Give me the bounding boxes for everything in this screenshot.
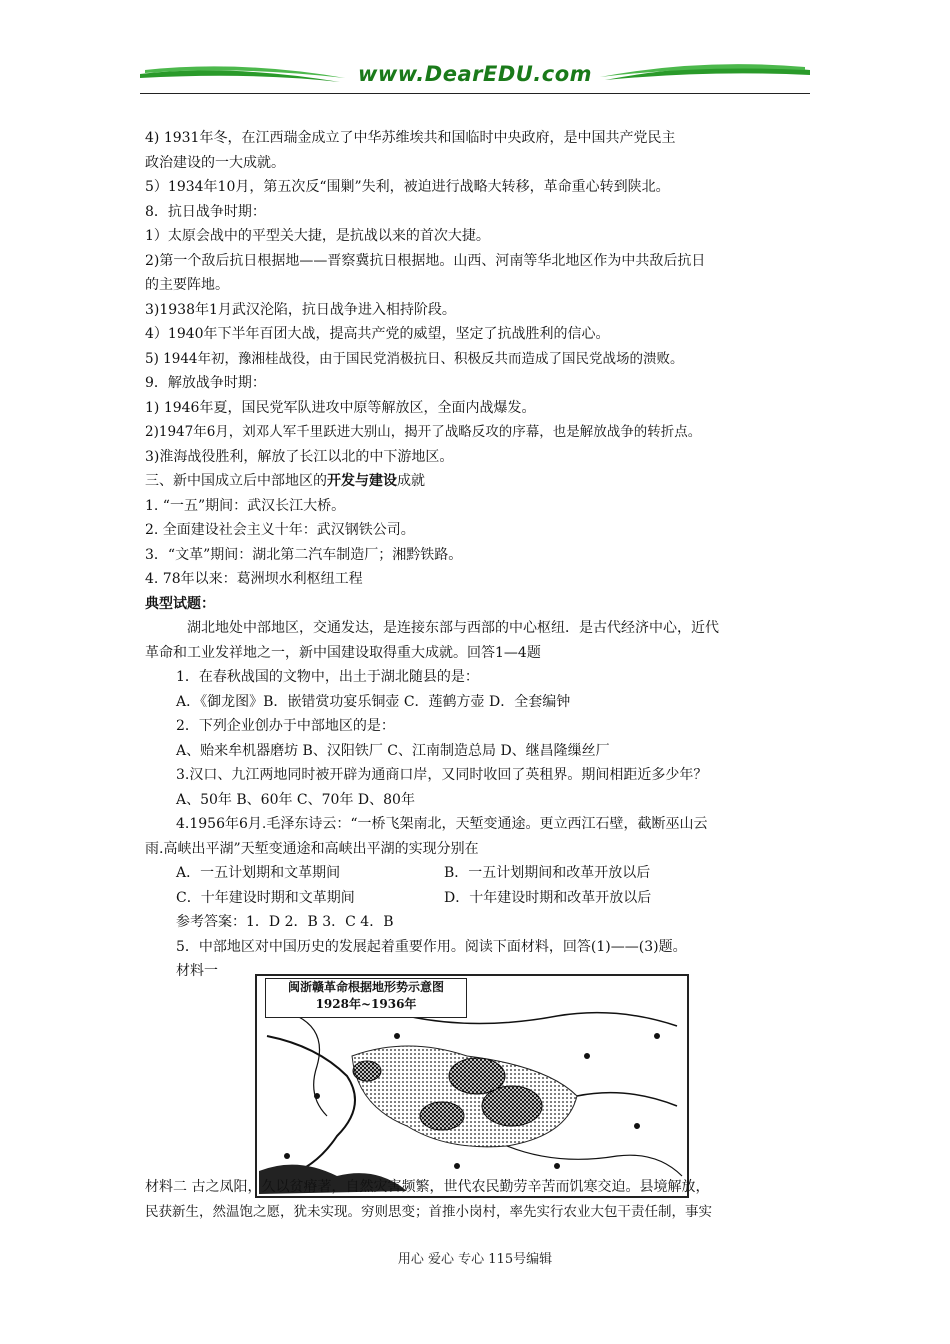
question-1-options: A．《御龙图》B．嵌错赏功宴乐铜壶 C．莲鹤方壶 D．全套编钟 [176,693,571,710]
material-2 [145,1175,810,1224]
option-a: A．一五计划期和文革期间 [176,865,341,881]
text-line: 民获新生，然温饱之愿，犹未实现。穷则思变；首推小岗村，率先实行农业大包干责任制，事实 [145,1203,712,1220]
map-title-box [265,978,467,1018]
document-body [145,126,810,984]
text-line: 5）1934年10月，第五次反“围剿”失利，被迫进行战略大转移，革命重心转到陕北。 [145,179,670,195]
page-footer: 用心 爱心 专心 115号编辑 [397,1252,553,1267]
text-line: 5) 1944年初，豫湘桂战役，由于国民党消极抗日、积极反共而造成了国民党战场的溃败。 [145,350,684,367]
answer-key: 参考答案：1．D 2．B 3．C 4．B [176,914,394,930]
text-line: 3)1938年1月武汉沦陷，抗日战争进入相持阶段。 [145,301,456,318]
question-5: 5．中部地区对中国历史的发展起着重要作用。阅读下面材料，回答(1)——(3)题。 [176,938,687,955]
text-line: 4) 1931年冬，在江西瑞金成立了中华苏维埃共和国临时中央政府，是中国共产党民主 [145,130,676,146]
text-line: 9．解放战争时期： [145,375,266,391]
text-line: 3)淮海战役胜利，解放了长江以北的中下游地区。 [145,448,454,465]
text-line: 2)1947年6月，刘邓人军千里跃进大别山，揭开了战略反攻的序幕，也是解放战争的转折点。 [145,424,702,440]
material-1-label: 材料一 [176,963,218,979]
option-c: C．十年建设时期和文革期间 [176,889,355,906]
text-line: 政治建设的一大成就。 [145,154,285,171]
list-item: 4. 78年以来：葛洲坝水利枢纽工程 [145,571,363,587]
list-item: 1. “一五”期间：武汉长江大桥。 [145,497,346,514]
text-line: 材料二 古之凤阳，久以贫瘠著，自然灾害频繁，世代农民勤劳辛苦而饥寒交迫。县境解放， [145,1179,710,1195]
section-heading-bold: 开发与建设 [327,473,397,489]
question-2-options: A、贻来牟机器磨坊 B、汉阳铁厂 C、江南制造总局 D、继昌隆缫丝厂 [176,742,610,759]
brand-logo-text[interactable]: www.DearEDU.com [357,62,593,86]
section-heading-suffix: 成就 [397,473,425,489]
text-line: 的主要阵地。 [145,277,229,293]
text-line: 1) 1946年夏，国民党军队进攻中原等解放区，全面内战爆发。 [145,399,536,416]
header-rule [140,93,810,94]
site-header [140,60,810,96]
map-title: 闽浙赣革命根据地形势示意图 [287,980,444,994]
intro-text: 湖北地处中部地区，交通发达，是连接东部与西部的中心枢纽．是古代经济中心，近代 [187,620,719,636]
question-4-options [145,886,810,911]
intro-text: 革命和工业发祥地之一，新中国建设取得重大成就。回答1—4题 [145,644,541,661]
typical-questions-title: 典型试题： [145,595,215,612]
question-4-options [145,861,810,886]
question-1: 1．在春秋战国的文物中，出土于湖北随县的是： [176,669,479,685]
map-subtitle: 1928年~1936年 [315,997,417,1011]
section-heading [145,469,810,494]
text-line: 2)第一个敌后抗日根据地——晋察冀抗日根据地。山西、河南等华北地区作为中共敌后抗日 [145,252,706,269]
text-line: 4）1940年下半年百团大战，提高共产党的威望，坚定了抗战胜利的信心。 [145,326,610,342]
question-4: 雨.高峡出平湖”天堑变通途和高峡出平湖的实现分别在 [145,840,479,857]
list-item: 3．“文革”期间：湖北第二汽车制造厂；湘黔铁路。 [145,546,463,563]
text-line: 8．抗日战争时期： [145,203,266,220]
section-heading-prefix: 三、新中国成立后中部地区的 [145,473,327,489]
option-b: B．一五计划期间和改革开放以后 [444,865,651,881]
option-d: D．十年建设时期和改革开放以后 [444,889,652,906]
text-line: 1）太原会战中的平型关大捷，是抗战以来的首次大捷。 [145,228,490,244]
question-3-options: A、50年 B、60年 C、70年 D、80年 [176,791,415,808]
question-4: 4.1956年6月.毛泽东诗云：“一桥飞架南北，天堑变通途。更立西江石壁，截断巫山云 [176,816,708,832]
list-item: 2. 全面建设社会主义十年：武汉钢铁公司。 [145,522,415,538]
question-3: 3.汉口、九江两地同时被开辟为通商口岸，又同时收回了英租界。期间相距近多少年？ [176,767,708,783]
question-2: 2．下列企业创办于中部地区的是： [176,718,395,734]
